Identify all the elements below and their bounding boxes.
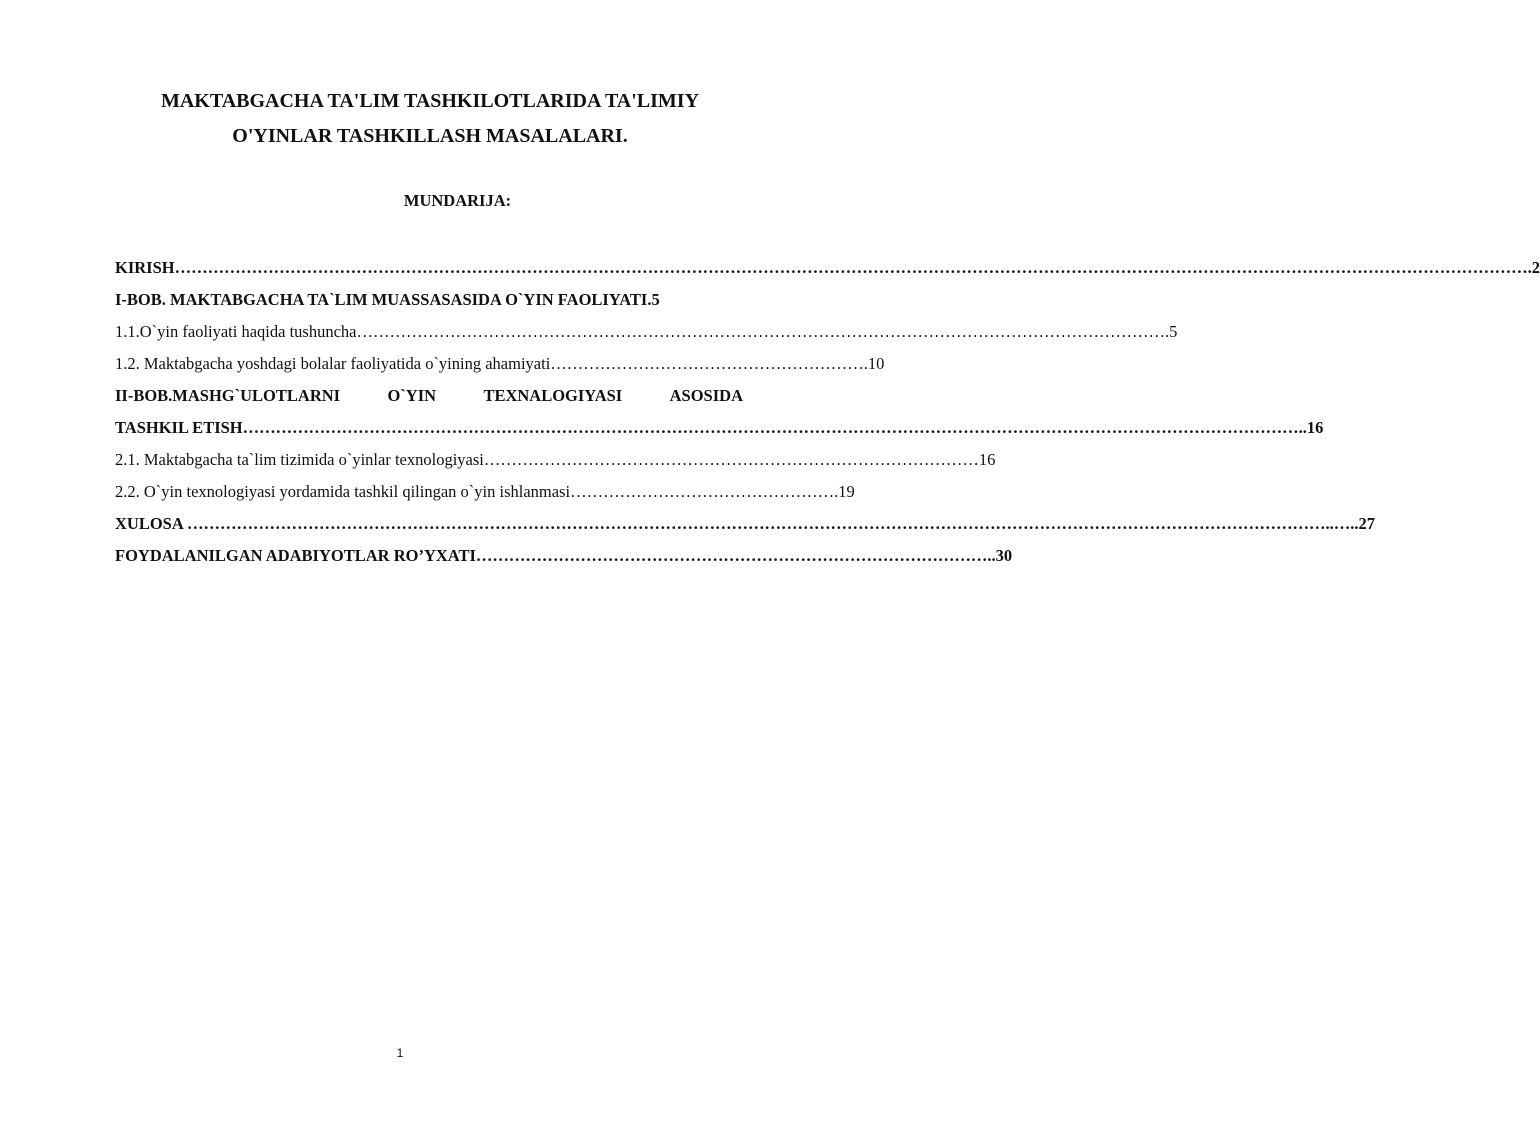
title-line-2: O'YINLAR TASHKILLASH MASALALARI. <box>232 125 628 147</box>
page-number: 1 <box>396 1046 404 1060</box>
toc-entry-section-1-1 <box>115 319 1178 351</box>
table-of-contents <box>115 255 1540 575</box>
toc-entry-text: KIRISH………………………………………………………………………………………………………………………………………………………………………………………………………………………….2 <box>115 258 1540 277</box>
toc-entry-section-1-2 <box>115 351 885 383</box>
toc-entry-section-2-1 <box>115 447 996 479</box>
toc-entry-text: FOYDALANILGAN ADABIYOTLAR RO’YXATI…………………………………………………………………………………..30 <box>115 546 1013 565</box>
toc-entry-references <box>115 543 1013 575</box>
toc-word: II-BOB.MASHG`ULOTLARNI <box>115 386 341 405</box>
toc-entry-text: 1.1.O`yin faoliyati haqida tushuncha………………………………………………………………………………………………………………………………….5 <box>115 322 1178 341</box>
toc-entry-text: I-BOB. MAKTABGACHA TA`LIM MUASSASASIDA O`YIN FAOLIYATI.5 <box>115 290 660 309</box>
toc-entry-chapter-2-line-2 <box>115 415 1324 447</box>
toc-word: O`YIN <box>387 386 437 405</box>
toc-heading: MUNDARIJA: <box>403 191 512 210</box>
toc-word: TEXNALOGIYASI <box>483 386 623 405</box>
toc-entry-text: TASHKIL ETISH…………………………………………………………………………………………………………………………………………………………………………..16 <box>115 418 1324 437</box>
toc-entry-text: 1.2. Maktabgacha yoshdagi bolalar faoliyatida o`yining ahamiyati………………………………………………….10 <box>115 354 885 373</box>
toc-word: ASOSIDA <box>669 386 743 405</box>
toc-entry-section-2-2 <box>115 479 855 511</box>
toc-entry-text: XULOSA ………………………………………………………………………………………………………………………………………………………………………………………..…..27 <box>115 514 1375 533</box>
toc-entry-text: 2.1. Maktabgacha ta`lim tizimida o`yinlar texnologiyasi………………………………………………………………………………16 <box>115 450 996 469</box>
toc-entry-text: 2.2. O`yin texnologiyasi yordamida tashkil qilingan o`yin ishlanmasi………………………………………….19 <box>115 482 855 501</box>
title-line-1: MAKTABGACHA TA'LIM TASHKILOTLARIDA TA'LIMIY <box>160 90 700 112</box>
toc-entry-kirish <box>115 255 1540 287</box>
toc-entry-chapter-1 <box>115 287 743 319</box>
toc-entry-xulosa <box>115 511 1375 543</box>
toc-entry-chapter-2-line-1 <box>115 383 743 415</box>
document-title <box>60 84 800 154</box>
